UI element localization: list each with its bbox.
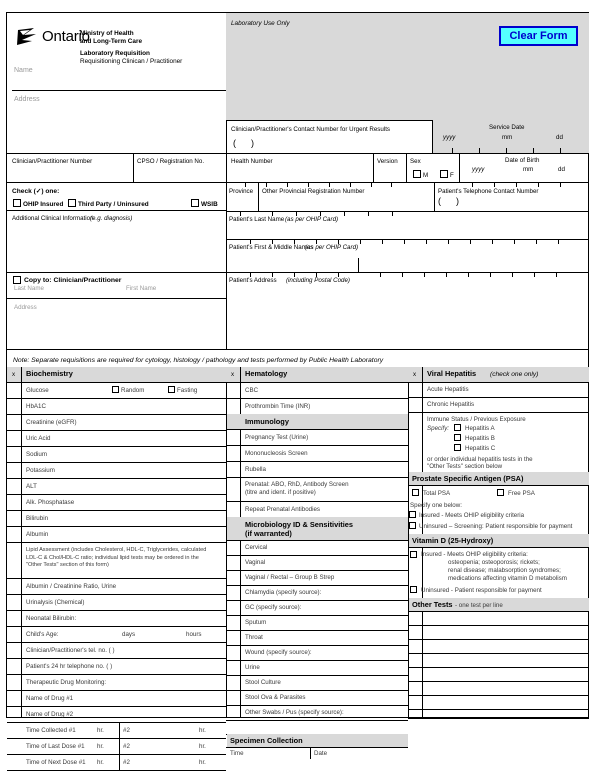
microbiology-x-cell-5[interactable] xyxy=(226,615,240,630)
viral-hepatitis-x-cell-0[interactable] xyxy=(408,382,422,397)
biochem-test-label-0: Glucose xyxy=(26,387,49,394)
hepatitis-a-label: Hepatitis A xyxy=(465,425,495,432)
glucose-random-checkbox[interactable] xyxy=(112,386,119,393)
copy-address-placeholder: Address xyxy=(14,304,37,311)
psa-uninsured-checkbox[interactable] xyxy=(409,522,416,529)
biochem-x-cell-9[interactable] xyxy=(7,526,21,542)
psa-header: Prostate Specific Antigen (PSA) xyxy=(412,474,524,483)
microbiology-header-line2: (if warranted) xyxy=(245,529,292,538)
form-subtitle: Requisitioning Clinican / Practitioner xyxy=(80,58,183,65)
vitamin-d-uninsured-checkbox[interactable] xyxy=(410,586,417,593)
viral-hepatitis-footnote-2: "Other Tests" section below xyxy=(427,463,503,470)
time-unit-1-21: hr. xyxy=(97,743,104,750)
vitamin-d-insured-line3: renal disease; malabsorption syndromes; xyxy=(448,567,561,574)
vitamin-d-insured-line4: medications affecting vitamin D metabolism xyxy=(448,575,567,582)
microbiology-test-label-11: Other Swabs / Pus (specify source): xyxy=(245,709,344,716)
microbiology-x-cell-10[interactable] xyxy=(226,690,240,705)
hematology-test-label-1: Prothrombin Time (INR) xyxy=(245,403,311,410)
immunology-test-label-2: Rubella xyxy=(245,466,266,473)
biochem-test-label-12: Urinalysis (Chemical) xyxy=(26,599,85,606)
hematology-x-cell-1[interactable] xyxy=(226,398,240,414)
immunology-x-cell-2[interactable] xyxy=(226,461,240,477)
ministry-line-1: Ministry of Health xyxy=(80,30,134,37)
immunology-header: Immunology xyxy=(245,417,289,426)
version-label: Version xyxy=(377,158,398,165)
biochem-test-label-4: Sodium xyxy=(26,451,47,458)
dob-mm: mm xyxy=(523,166,534,173)
sex-label: Sex xyxy=(410,158,421,165)
immunology-test-label-4: Repeat Prenatal Antibodies xyxy=(245,506,320,513)
immunology-x-cell-0[interactable] xyxy=(226,429,240,445)
vitamin-d-header: Vitamin D (25-Hydroxy) xyxy=(412,536,494,545)
microbiology-x-cell-8[interactable] xyxy=(226,660,240,675)
microbiology-test-label-3: Chlamydia (specify source): xyxy=(245,589,322,596)
biochem-test-label-18: Name of Drug #1 xyxy=(26,695,74,702)
biochem-test-label-17: Therapeutic Drug Monitoring: xyxy=(26,679,107,686)
form-title: Laboratory Requisition xyxy=(80,50,150,57)
sex-female-checkbox[interactable] xyxy=(440,170,448,178)
lab-use-only-label: Laboratory Use Only xyxy=(231,20,290,27)
viral-hepatitis-footnote-1: or order individual hepatitis tests in the xyxy=(427,456,533,463)
biochem-test-label-5: Potassium xyxy=(26,467,55,474)
biochem-test-label-20: Time Collected #1 xyxy=(26,727,76,734)
biochem-x-cell-3[interactable] xyxy=(7,430,21,446)
microbiology-x-cell-11[interactable] xyxy=(226,705,240,720)
biochem-x-cell-21[interactable] xyxy=(7,738,21,754)
wsib-label: WSIB xyxy=(201,201,218,208)
viral-hepatitis-header: Viral Hepatitis xyxy=(427,369,477,378)
biochem-x-cell-18[interactable] xyxy=(7,690,21,706)
total-psa-checkbox[interactable] xyxy=(412,489,419,496)
time-second-label-20: #2 xyxy=(123,727,130,734)
service-date-dd: dd xyxy=(556,134,563,141)
microbiology-x-cell-0[interactable] xyxy=(226,540,240,555)
ohip-insured-label: OHIP Insured xyxy=(23,201,64,208)
vitamin-d-insured-line2: osteopenia; osteoporosis; rickets; xyxy=(448,559,540,566)
dob-yyyy: yyyy xyxy=(472,166,485,173)
patient-telephone-label: Patient's Telephone Contact Number xyxy=(438,188,539,195)
biochem-x-cell-5[interactable] xyxy=(7,462,21,478)
biochemistry-header: Biochemistry xyxy=(26,369,73,378)
biochem-test-label-14: Child's Age: xyxy=(26,631,59,638)
hepatitis-c-checkbox[interactable] xyxy=(454,444,461,451)
service-date-label: Service Date xyxy=(489,124,525,131)
immunology-x-cell-3[interactable] xyxy=(226,477,240,501)
psa-insured-checkbox[interactable] xyxy=(409,511,416,518)
biochem-x-cell-15[interactable] xyxy=(7,642,21,658)
microbiology-test-label-4: GC (specify source): xyxy=(245,604,302,611)
hematology-x-cell-0[interactable] xyxy=(226,382,240,398)
immunology-test-label-3: Prenatal: ABO, RhD, Antibody Screen xyxy=(245,481,349,488)
specimen-date-label: Date xyxy=(314,750,328,757)
vitamin-d-uninsured-label: Uninsured - Patient responsible for payment xyxy=(421,587,542,594)
biochem-test-label-22: Time of Next Dose #1 xyxy=(26,759,86,766)
patient-last-name-note: (as per OHIP Card) xyxy=(285,216,339,223)
hepatitis-c-label: Hepatitis C xyxy=(465,445,496,452)
biochem-test-label-6: ALT xyxy=(26,483,37,490)
additional-clinical-eg: (e.g. diagnosis) xyxy=(90,215,133,222)
patient-first-names-note: (as per OHIP Card) xyxy=(305,244,359,251)
viral-hepatitis-test-label-0: Acute Hepatitis xyxy=(427,386,469,393)
immunology-test-label-1: Mononucleosis Screen xyxy=(245,450,308,457)
dob-label: Date of Birth xyxy=(505,157,540,164)
copy-last-name-placeholder: Last Name xyxy=(14,285,44,292)
service-date-mm: mm xyxy=(502,134,513,141)
biochem-x-cell-1[interactable] xyxy=(7,398,21,414)
sex-male-label: M xyxy=(423,172,429,179)
microbiology-test-label-6: Throat xyxy=(245,634,263,641)
requisitioner-name-placeholder: Name xyxy=(14,67,33,74)
patient-first-names-label: Patient's First & Middle Names xyxy=(229,244,314,251)
other-tests-header: Other Tests xyxy=(412,600,453,609)
urgent-contact-label: Clinician/Practitioner's Contact Number for Urgent Results xyxy=(231,126,391,133)
microbiology-test-label-1: Vaginal xyxy=(245,559,266,566)
time-unit-2-20: hr. xyxy=(199,727,206,734)
third-party-uninsured-checkbox[interactable] xyxy=(68,199,76,207)
hematology-header: Hematology xyxy=(245,369,288,378)
glucose-random-label: Random xyxy=(121,387,145,394)
clinician-number-label: Clinician/Practitioner Number xyxy=(12,158,93,165)
biochem-test-label-16: Patient's 24 hr telephone no. ( ) xyxy=(26,663,113,670)
biochem-x-cell-12[interactable] xyxy=(7,594,21,610)
biochem-test-label-21: Time of Last Dose #1 xyxy=(26,743,85,750)
biochem-x-cell-22[interactable] xyxy=(7,754,21,770)
separate-requisitions-note: Note: Separate requisitions are required for cytology, histology / pathology and tests performed by Public Health Laboratory xyxy=(13,357,384,364)
biochem-x-cell-19[interactable] xyxy=(7,706,21,722)
viral-hepatitis-test-label-1: Chronic Hepatitis xyxy=(427,401,475,408)
immunology-x-cell-4[interactable] xyxy=(226,501,240,517)
immunology-x-cell-1[interactable] xyxy=(226,445,240,461)
microbiology-x-cell-4[interactable] xyxy=(226,600,240,615)
time-second-label-21: #2 xyxy=(123,743,130,750)
other-provincial-reg-label: Other Provincial Registration Number xyxy=(262,188,365,195)
psa-insured-label: Insured - Meets OHIP eligibility criteria xyxy=(419,512,525,519)
microbiology-test-label-8: Urine xyxy=(245,664,260,671)
microbiology-x-cell-1[interactable] xyxy=(226,555,240,570)
biochem-x-cell-20[interactable] xyxy=(7,722,21,738)
ohip-insured-checkbox[interactable] xyxy=(13,199,21,207)
copy-to-checkbox[interactable] xyxy=(13,276,21,284)
third-party-uninsured-label: Third Party / Uninsured xyxy=(78,201,149,208)
childs-age-days-label: days xyxy=(122,631,136,638)
cpso-label: CPSO / Registration No. xyxy=(137,158,205,165)
immune-status-specify-label: Specify: xyxy=(427,425,450,432)
check-one-label: Check (✓) one: xyxy=(12,188,60,195)
microbiology-x-cell-9[interactable] xyxy=(226,675,240,690)
microbiology-test-label-5: Sputum xyxy=(245,619,267,626)
biochem-x-cell-4[interactable] xyxy=(7,446,21,462)
psa-uninsured-label: Uninsured – Screening: Patient responsible for payment xyxy=(419,523,573,530)
specimen-collection-header: Specimen Collection xyxy=(230,736,303,745)
biochem-test-label-3: Uric Acid xyxy=(26,435,51,442)
microbiology-header-line1: Microbiology ID & Sensitivities xyxy=(245,520,354,529)
microbiology-x-cell-2[interactable] xyxy=(226,570,240,585)
biochem-test-label-9: Albumin xyxy=(26,531,49,538)
viral-hepatitis-x-header: x xyxy=(413,371,417,378)
wsib-checkbox[interactable] xyxy=(191,199,199,207)
microbiology-x-cell-6[interactable] xyxy=(226,630,240,645)
viral-hepatitis-x-cell-1[interactable] xyxy=(408,397,422,412)
free-psa-checkbox[interactable] xyxy=(497,489,504,496)
microbiology-x-cell-3[interactable] xyxy=(226,585,240,600)
biochem-x-cell-10[interactable] xyxy=(7,542,21,578)
biochem-x-cell-11[interactable] xyxy=(7,578,21,594)
biochem-test-label-15: Clinician/Practitioner's tel. no. ( ) xyxy=(26,647,115,654)
immune-status-label: Immune Status / Previous Exposure xyxy=(427,416,526,423)
biochem-test-label-2: Creatinine (eGFR) xyxy=(26,419,77,426)
psa-specify-one-label: Specify one below: xyxy=(410,502,462,509)
health-number-label: Health Number xyxy=(231,158,273,165)
biochem-test-label-1: HbA1C xyxy=(26,403,46,410)
biochem-x-cell-0[interactable] xyxy=(7,382,21,398)
immunology-test-label-0: Pregnancy Test (Urine) xyxy=(245,434,309,441)
free-psa-label: Free PSA xyxy=(508,490,535,497)
total-psa-label: Total PSA xyxy=(423,490,451,497)
microbiology-test-label-2: Vaginal / Rectal – Group B Strep xyxy=(245,574,335,581)
glucose-fasting-checkbox[interactable] xyxy=(168,386,175,393)
biochem-x-cell-17[interactable] xyxy=(7,674,21,690)
childs-age-hours-label: hours xyxy=(186,631,202,638)
other-tests-subtitle: - one test per line xyxy=(455,602,503,609)
time-unit-2-21: hr. xyxy=(199,743,206,750)
hepatitis-b-label: Hepatitis B xyxy=(465,435,495,442)
microbiology-test-label-0: Cervical xyxy=(245,544,268,551)
copy-to-label: Copy to: Clinician/Practitioner xyxy=(24,277,122,284)
hepatitis-b-checkbox[interactable] xyxy=(454,434,461,441)
time-unit-1-22: hr. xyxy=(97,759,104,766)
clear-form-button[interactable]: Clear Form xyxy=(499,26,578,46)
hematology-test-label-0: CBC xyxy=(245,387,259,394)
biochem-test-label-11: Albumin / Creatinine Ratio, Urine xyxy=(26,583,117,590)
dob-dd: dd xyxy=(558,166,565,173)
biochem-x-cell-8[interactable] xyxy=(7,510,21,526)
vitamin-d-insured-checkbox[interactable] xyxy=(410,551,417,558)
immune-status-x-cell[interactable] xyxy=(408,412,422,472)
microbiology-x-cell-7[interactable] xyxy=(226,645,240,660)
biochem-x-cell-14[interactable] xyxy=(7,626,21,642)
ontario-wordmark: Ontario xyxy=(42,28,90,45)
patient-last-name-label: Patient's Last Name xyxy=(229,216,285,223)
microbiology-test-label-10: Stool Ova & Parasites xyxy=(245,694,306,701)
time-second-label-22: #2 xyxy=(123,759,130,766)
microbiology-test-label-9: Stool Culture xyxy=(245,679,281,686)
patient-address-note: (including Postal Code) xyxy=(286,277,350,284)
vitamin-d-insured-line1: Insured - Meets OHIP eligibility criteria: xyxy=(421,551,528,558)
requisitioner-address-placeholder: Address xyxy=(14,96,40,103)
microbiology-test-label-7: Wound (specify source): xyxy=(245,649,312,656)
glucose-fasting-label: Fasting xyxy=(177,387,198,394)
viral-hepatitis-header-note: (check one only) xyxy=(490,371,539,378)
time-unit-2-22: hr. xyxy=(199,759,206,766)
hematology-x-header: x xyxy=(231,371,235,378)
biochem-x-cell-7[interactable] xyxy=(7,494,21,510)
time-unit-1-20: hr. xyxy=(97,727,104,734)
immunology-test-label-3-cont: (titre and ident. if positive) xyxy=(245,489,316,496)
specimen-time-label: Time xyxy=(230,750,244,757)
hepatitis-a-checkbox[interactable] xyxy=(454,424,461,431)
service-date-yyyy: yyyy xyxy=(443,134,456,141)
sex-male-checkbox[interactable] xyxy=(413,170,421,178)
biochem-x-header: x xyxy=(12,371,16,378)
biochem-test-label-19: Name of Drug #2 xyxy=(26,711,74,718)
biochem-test-label-8: Bilirubin xyxy=(26,515,49,522)
sex-female-label: F xyxy=(450,172,454,179)
biochem-test-label-10: Lipid Assessment (includes Cholesterol, HDL-C, Triglycerides, calculated LDL-C & Chol/HDL-C ratio; individual lipid tests may be ordered in the "Other Tests" section of this form) xyxy=(26,547,207,569)
biochem-x-cell-16[interactable] xyxy=(7,658,21,674)
additional-clinical-label: Additional Clinical Information xyxy=(12,215,94,222)
biochem-test-label-13: Neonatal Bilirubin: xyxy=(26,615,77,622)
biochem-x-cell-13[interactable] xyxy=(7,610,21,626)
biochem-x-cell-2[interactable] xyxy=(7,414,21,430)
copy-first-name-placeholder: First Name xyxy=(126,285,157,292)
ministry-line-2: and Long-Term Care xyxy=(80,38,143,45)
province-label: Province xyxy=(229,188,254,195)
patient-address-label: Patient's Address xyxy=(229,277,277,284)
biochem-x-cell-6[interactable] xyxy=(7,478,21,494)
urgent-phone-paren[interactable]: ( ) xyxy=(233,138,254,148)
biochem-test-label-7: Alk. Phosphatase xyxy=(26,499,75,506)
patient-telephone-paren[interactable]: ( ) xyxy=(438,196,459,206)
